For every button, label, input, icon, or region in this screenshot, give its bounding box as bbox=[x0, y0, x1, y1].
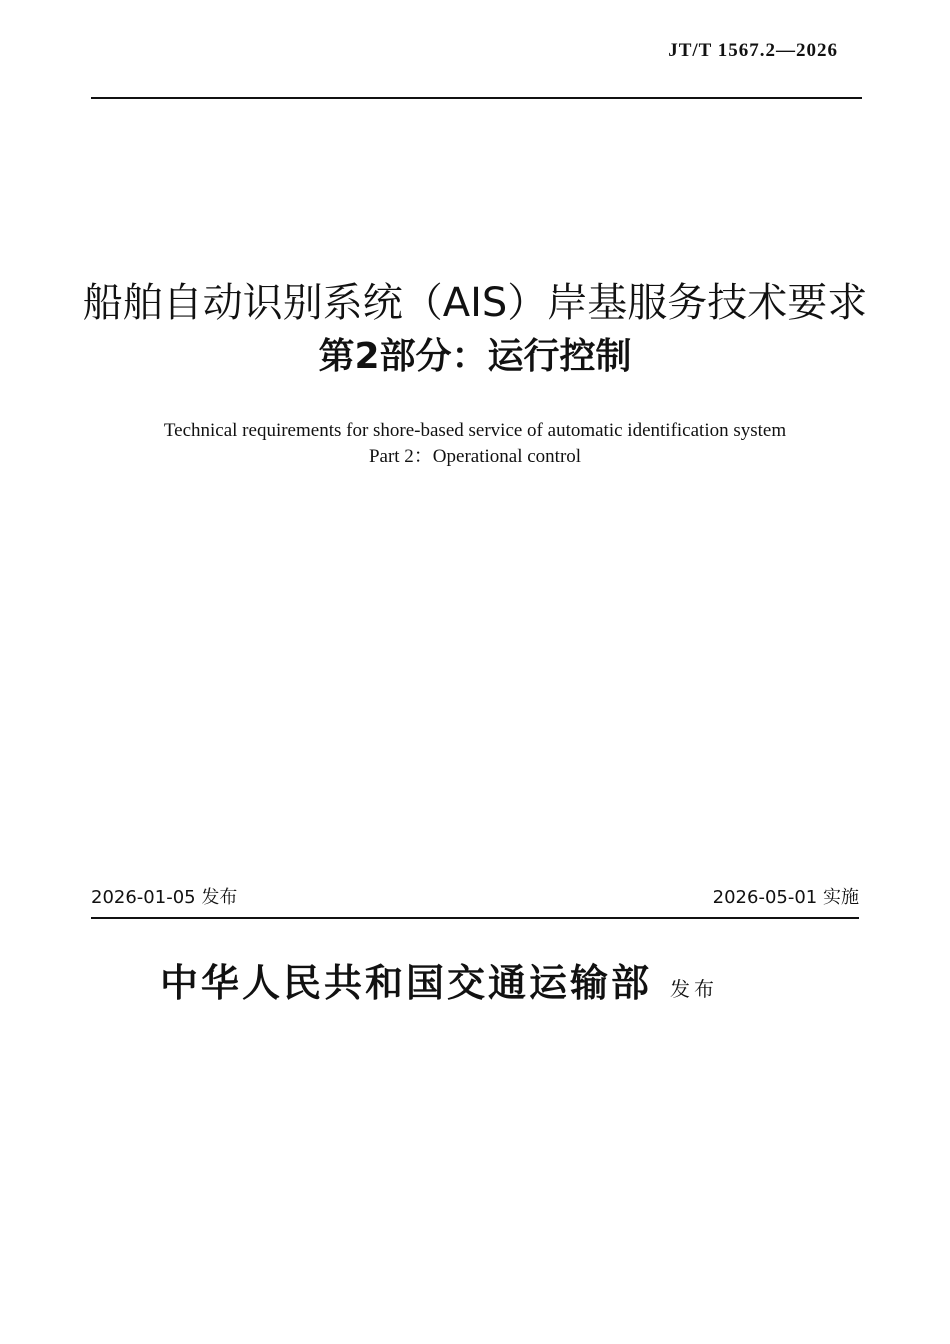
header-divider bbox=[91, 97, 862, 99]
title-en-line1: Technical requirements for shore-based service of automatic identification system bbox=[163, 420, 787, 441]
issuer-suffix: 发布 bbox=[670, 977, 719, 1001]
issuer bbox=[160, 952, 718, 1007]
footer-divider bbox=[91, 917, 859, 919]
title-en bbox=[60, 418, 890, 470]
standard-code: JT/T 1567.2—2026 bbox=[668, 40, 838, 61]
title-en-line2: Part 2：Operational control bbox=[368, 446, 582, 467]
title-cn bbox=[60, 278, 890, 382]
title-cn-line1: 船舶自动识别系统（AIS）岸基服务技术要求 bbox=[82, 280, 868, 326]
issuer-name: 中华人民共和国交通运输部 bbox=[160, 960, 653, 1005]
implement-date: 2026-05-01 实施 bbox=[712, 887, 859, 908]
title-cn-line2: 第2部分：运行控制 bbox=[318, 336, 632, 377]
issue-date: 2026-01-05 发布 bbox=[91, 887, 238, 908]
